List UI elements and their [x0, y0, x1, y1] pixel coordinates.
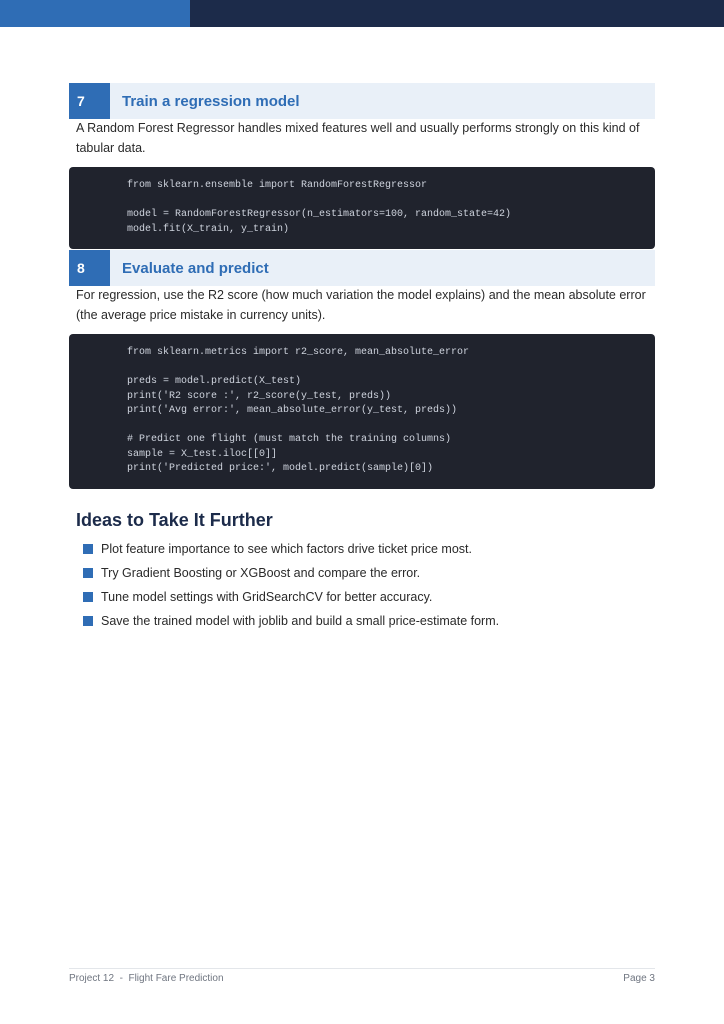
step-7-description: A Random Forest Regressor handles mixed features well and usually performs strongly on this kind of tabular data. — [76, 121, 640, 155]
code-line — [127, 419, 655, 434]
step-8-header — [69, 250, 655, 286]
code-line: preds = model.predict(X_test) — [127, 376, 302, 387]
step-8-description: For regression, use the R2 score (how much variation the model explains) and the mean absolute error (the average price mistake in currency units). — [76, 288, 646, 322]
footer-project-label: Project 12 - Flight Fare Prediction — [69, 973, 224, 984]
code-line: print('R2 score :', r2_score(y_test, preds)) — [127, 390, 392, 402]
step-number: 8 — [69, 250, 110, 286]
code-line: from sklearn.ensemble import RandomForestRegressor — [127, 180, 428, 191]
page-number: Page 3 — [623, 973, 655, 984]
square-bullet-icon — [83, 568, 93, 578]
step-number: 7 — [69, 83, 110, 119]
code-line: # Predict one flight (must match the training columns) — [127, 434, 452, 445]
code-line: sample = X_test.iloc[[0]] — [127, 448, 278, 460]
step-title: Train a regression model — [122, 92, 300, 110]
step-title: Evaluate and predict — [122, 259, 269, 277]
code-line: from sklearn.metrics import r2_score, mean_absolute_error — [127, 347, 470, 358]
header-accent — [0, 0, 190, 27]
code-line: model.fit(X_train, y_train) — [127, 223, 290, 235]
square-bullet-icon — [83, 616, 93, 626]
step-7-header — [69, 83, 655, 119]
code-line: print('Avg error:', mean_absolute_error(y_test, preds)) — [127, 405, 458, 416]
ideas-list-item — [83, 588, 432, 606]
ideas-heading: Ideas to Take It Further — [76, 510, 273, 530]
ideas-list-item — [83, 540, 472, 558]
footer-divider — [69, 968, 655, 969]
idea-text: Tune model settings with GridSearchCV for better accuracy. — [101, 590, 433, 604]
ideas-list-item — [83, 612, 499, 630]
code-line — [127, 194, 655, 209]
idea-text: Try Gradient Boosting or XGBoost and compare the error. — [101, 566, 421, 580]
square-bullet-icon — [83, 592, 93, 602]
code-line: model = RandomForestRegressor(n_estimators=100, random_state=42) — [127, 209, 512, 220]
header-banner — [0, 0, 724, 27]
step-7-code-block — [69, 167, 655, 249]
idea-text: Plot feature importance to see which factors drive ticket price most. — [101, 542, 472, 556]
idea-text: Save the trained model with joblib and build a small price-estimate form. — [101, 614, 500, 628]
step-8-code-block — [69, 334, 655, 489]
ideas-list-item — [83, 564, 420, 582]
square-bullet-icon — [83, 544, 93, 554]
code-line: print('Predicted price:', model.predict(sample)[0]) — [127, 463, 434, 474]
code-line — [127, 361, 655, 376]
